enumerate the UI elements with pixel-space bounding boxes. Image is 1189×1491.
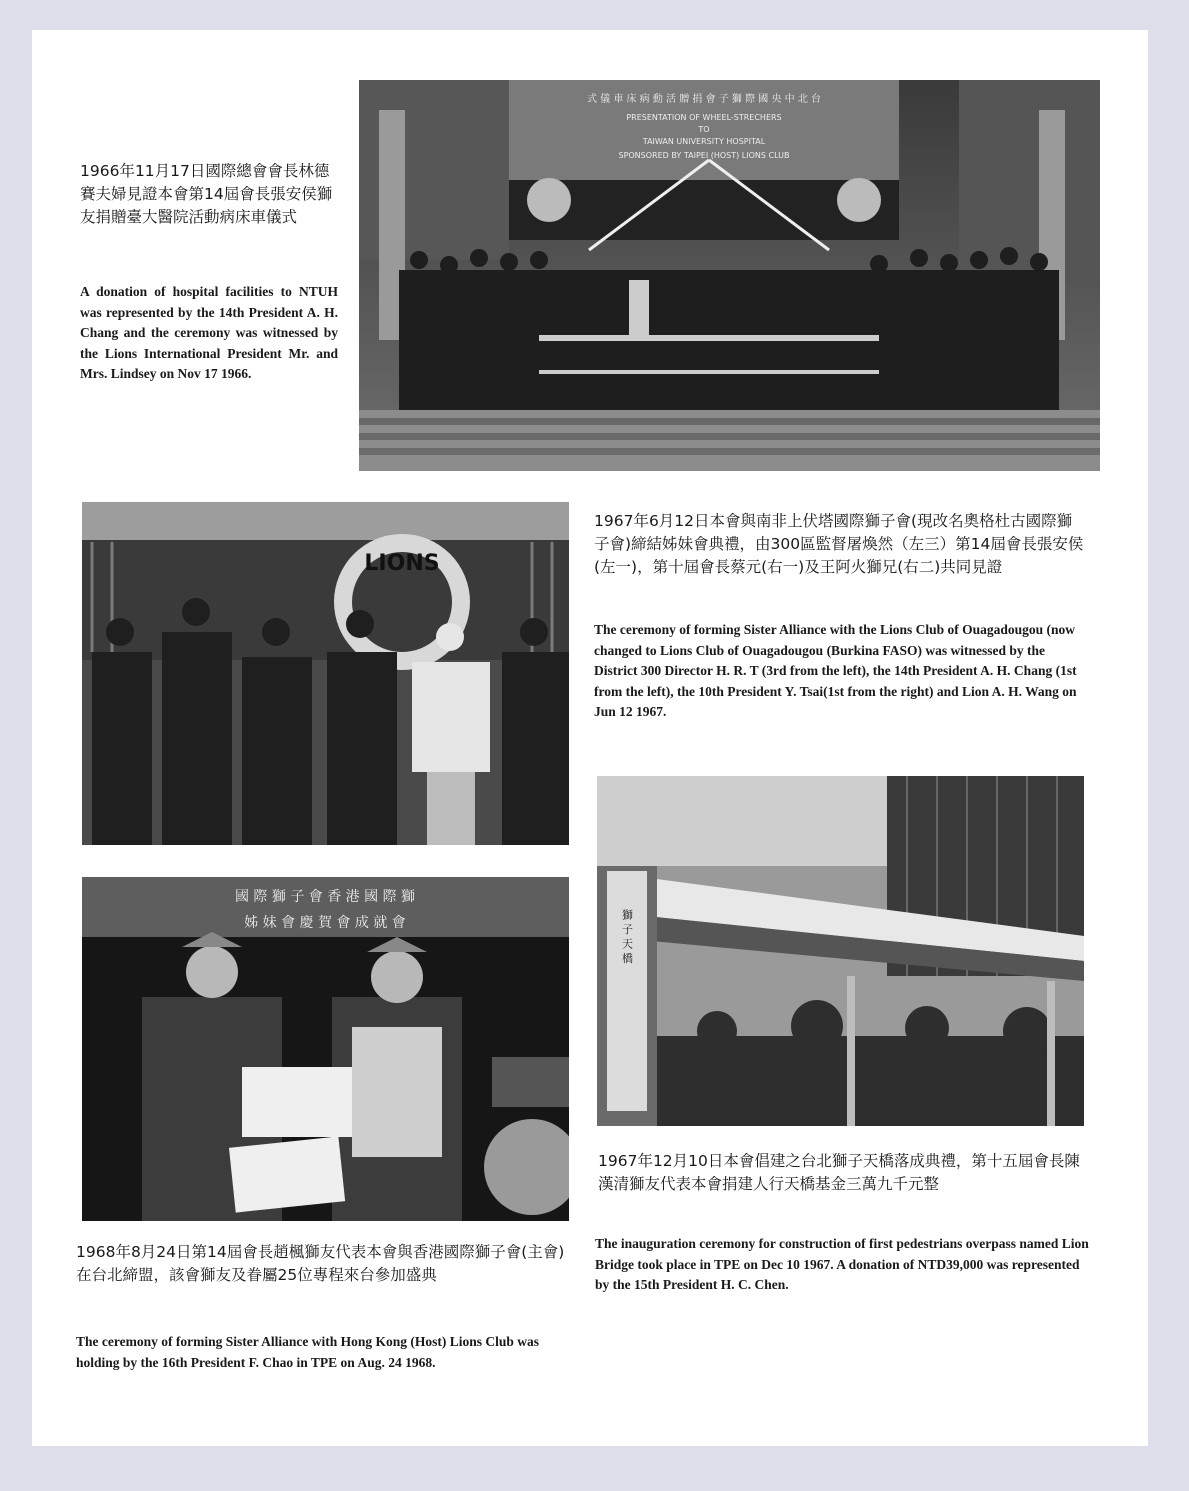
caption-2-chinese: 1967年6月12日本會與南非上伏塔國際獅子會(現改名奧格杜古國際獅子會)締結姊妹會典禮，由300區監督屠煥然（左三）第14屆會長張安侯(左一)，第十屆會長蔡元(右一)及王阿火獅兄(右二)共同見證 — [594, 512, 1084, 576]
hospital-banner-line-1: 式 儀 車 床 病 動 活 贈 捐 會 子 獅 際 國 央 中 北 台 — [586, 94, 822, 105]
caption-4-english: The inauguration ceremony for construction of first pedestrians overpass named Lion Bridge took place in TPE on Dec 10 1967. A donation of NTD39,000 was represented by the 15th President H. C. Chen. — [595, 1236, 1089, 1292]
caption-1-chinese: 1966年11月17日國際總會會長林德賽夫婦見證本會第14屆會長張安侯獅友捐贈臺大醫院活動病床車儀式 — [80, 162, 333, 226]
hk-banner-bottom-text: 姊 妹 會 慶 賀 會 成 就 會 — [244, 915, 406, 931]
hospital-banner-line-5: SPONSORED BY TAIPEI (HOST) LIONS CLUB — [618, 151, 790, 160]
caption-3-chinese: 1968年8月24日第14屆會長趙楓獅友代表本會與香港國際獅子會(主會)在台北締盟，該會獅友及眷屬25位專程來台參加盛典 — [76, 1243, 565, 1284]
caption-4-chinese: 1967年12月10日本會倡建之台北獅子天橋落成典禮，第十五屆會長陳漢清獅友代表本會捐建人行天橋基金三萬九千元整 — [598, 1152, 1080, 1193]
hospital-banner-line-4: TAIWAN UNIVERSITY HOSPITAL — [642, 137, 766, 146]
lions-logo-text: LIONS — [364, 551, 440, 576]
caption-1-english: A donation of hospital facilities to NTUH was represented by the 14th President A. H. Chang and the ceremony was witnessed by the Lions International President Mr. and Mrs. Lindsey on Nov 17 1966. — [80, 284, 338, 381]
hospital-banner-line-3: TO — [698, 125, 710, 134]
photo-lion-bridge — [597, 776, 1084, 1126]
photo-hospital-ceremony-image — [359, 80, 1100, 471]
photo-lion-bridge-image — [597, 776, 1084, 1126]
hk-banner-top-text: 國 際 獅 子 會 香 港 國 際 獅 — [234, 889, 416, 905]
photo-sister-alliance-hong-kong — [82, 877, 569, 1221]
photo-sister-alliance-hong-kong-image — [82, 877, 569, 1221]
document-page — [32, 30, 1148, 1446]
caption-2-english: The ceremony of forming Sister Alliance with the Lions Club of Ouagadougou (now changed to Lions Club of Ouagadougou (Burkina FASO) was witnessed by the District 300 Director H. R. T (3rd from the left), the 14th President A. H. Chang (1st from the left), the 10th President Y. Tsai(1st from the right) and Lion A. H. Wang on Jun 12 1967. — [594, 622, 1077, 719]
bridge-sign-text: 獅 子 天 橋 — [620, 908, 634, 964]
photo-sister-alliance-ouagadougou — [82, 502, 569, 845]
photo-hospital-ceremony — [359, 80, 1100, 471]
photo-sister-alliance-ouagadougou-image — [82, 502, 569, 845]
caption-3-english: The ceremony of forming Sister Alliance with Hong Kong (Host) Lions Club was holding by the 16th President F. Chao in TPE on Aug. 24 1968. — [76, 1334, 540, 1370]
hospital-banner-line-2: PRESENTATION OF WHEEL-STRECHERS — [626, 113, 782, 122]
